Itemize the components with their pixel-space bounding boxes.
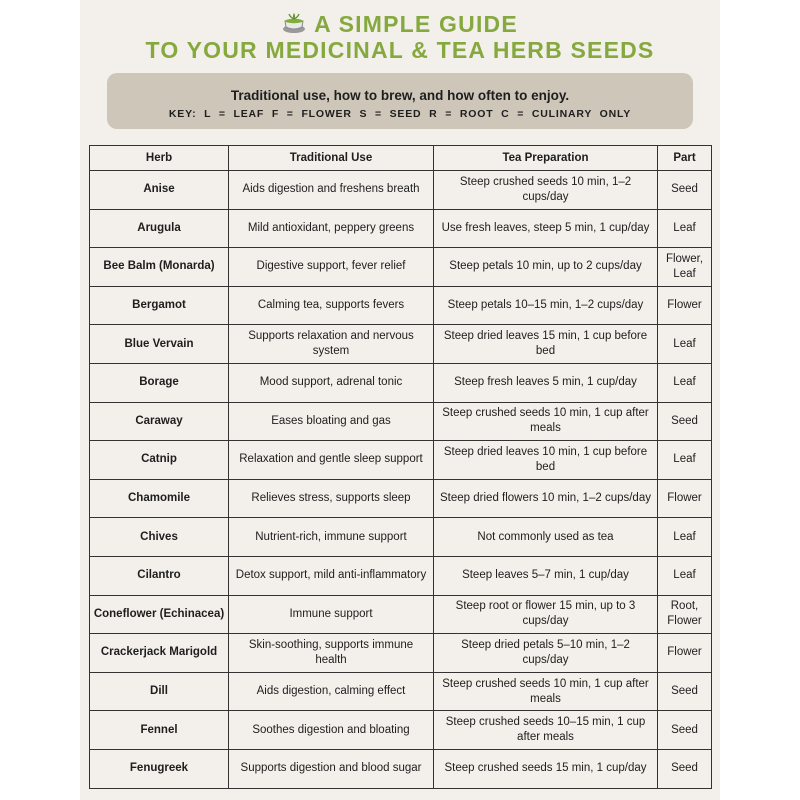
part-cell: Seed xyxy=(658,711,712,750)
tea-preparation-cell: Steep dried flowers 10 min, 1–2 cups/day xyxy=(434,479,658,518)
table-row xyxy=(90,402,712,441)
table-row xyxy=(90,595,712,634)
herb-cell: Cilantro xyxy=(90,556,229,595)
page-title xyxy=(80,11,720,37)
herb-cell: Anise xyxy=(90,171,229,210)
tea-preparation-cell: Steep dried leaves 15 min, 1 cup before bed xyxy=(434,325,658,364)
table-row xyxy=(90,286,712,325)
traditional-use-cell: Supports relaxation and nervous system xyxy=(229,325,434,364)
guide-page xyxy=(80,0,720,800)
part-cell: Flower xyxy=(658,634,712,673)
table-header-row xyxy=(90,146,712,171)
tea-preparation-cell: Steep crushed seeds 15 min, 1 cup/day xyxy=(434,749,658,788)
part-cell: Leaf xyxy=(658,556,712,595)
herb-cell: Coneflower (Echinacea) xyxy=(90,595,229,634)
tea-preparation-cell: Steep petals 10–15 min, 1–2 cups/day xyxy=(434,286,658,325)
traditional-use-cell: Aids digestion and freshens breath xyxy=(229,171,434,210)
part-cell: Seed xyxy=(658,672,712,711)
traditional-use-cell: Nutrient-rich, immune support xyxy=(229,518,434,557)
tea-preparation-cell: Steep root or flower 15 min, up to 3 cups/day xyxy=(434,595,658,634)
table-row xyxy=(90,441,712,480)
traditional-use-cell: Relieves stress, supports sleep xyxy=(229,479,434,518)
herb-cell: Caraway xyxy=(90,402,229,441)
table-row xyxy=(90,325,712,364)
herb-cell: Fenugreek xyxy=(90,749,229,788)
herb-cell: Bergamot xyxy=(90,286,229,325)
table-row xyxy=(90,556,712,595)
tea-preparation-cell: Not commonly used as tea xyxy=(434,518,658,557)
table-row xyxy=(90,363,712,402)
column-header-tea-preparation: Tea Preparation xyxy=(434,146,658,171)
table-row xyxy=(90,248,712,287)
traditional-use-cell: Aids digestion, calming effect xyxy=(229,672,434,711)
table-row xyxy=(90,518,712,557)
traditional-use-cell: Skin-soothing, supports immune health xyxy=(229,634,434,673)
column-header-traditional-use: Traditional Use xyxy=(229,146,434,171)
traditional-use-cell: Supports digestion and blood sugar xyxy=(229,749,434,788)
traditional-use-cell: Soothes digestion and bloating xyxy=(229,711,434,750)
column-header-part: Part xyxy=(658,146,712,171)
traditional-use-cell: Mild antioxidant, peppery greens xyxy=(229,209,434,248)
tea-preparation-cell: Steep petals 10 min, up to 2 cups/day xyxy=(434,248,658,287)
herb-cell: Blue Vervain xyxy=(90,325,229,364)
table-row xyxy=(90,209,712,248)
table-row xyxy=(90,711,712,750)
tea-preparation-cell: Steep dried petals 5–10 min, 1–2 cups/day xyxy=(434,634,658,673)
traditional-use-cell: Detox support, mild anti-inflammatory xyxy=(229,556,434,595)
tea-preparation-cell: Steep crushed seeds 10 min, 1 cup after meals xyxy=(434,402,658,441)
tea-preparation-cell: Steep crushed seeds 10 min, 1–2 cups/day xyxy=(434,171,658,210)
tea-preparation-cell: Steep crushed seeds 10 min, 1 cup after meals xyxy=(434,672,658,711)
title-line-2: TO YOUR MEDICINAL & TEA HERB SEEDS xyxy=(145,37,655,63)
tea-cup-icon xyxy=(282,12,306,34)
part-cell: Leaf xyxy=(658,518,712,557)
part-cell: Seed xyxy=(658,171,712,210)
table-row xyxy=(90,171,712,210)
subtitle-text: Traditional use, how to brew, and how often to enjoy. xyxy=(230,88,570,103)
traditional-use-cell: Immune support xyxy=(229,595,434,634)
column-header-herb: Herb xyxy=(90,146,229,171)
tea-preparation-cell: Steep dried leaves 10 min, 1 cup before bed xyxy=(434,441,658,480)
part-cell: Leaf xyxy=(658,209,712,248)
herb-cell: Arugula xyxy=(90,209,229,248)
traditional-use-cell: Mood support, adrenal tonic xyxy=(229,363,434,402)
herb-cell: Catnip xyxy=(90,441,229,480)
tea-preparation-cell: Steep leaves 5–7 min, 1 cup/day xyxy=(434,556,658,595)
part-cell: Flower, Leaf xyxy=(658,248,712,287)
key-legend: KEY: L = LEAF F = FLOWER S = SEED R = ROOT C = CULINARY ONLY xyxy=(168,108,632,120)
herb-cell: Crackerjack Marigold xyxy=(90,634,229,673)
table-row xyxy=(90,672,712,711)
subtitle-box xyxy=(107,73,693,129)
title-line-1: A SIMPLE GUIDE xyxy=(314,11,518,37)
part-cell: Leaf xyxy=(658,363,712,402)
part-cell: Leaf xyxy=(658,325,712,364)
herb-cell: Bee Balm (Monarda) xyxy=(90,248,229,287)
traditional-use-cell: Digestive support, fever relief xyxy=(229,248,434,287)
traditional-use-cell: Eases bloating and gas xyxy=(229,402,434,441)
table-row xyxy=(90,749,712,788)
table-row xyxy=(90,479,712,518)
table-row xyxy=(90,634,712,673)
tea-preparation-cell: Steep crushed seeds 10–15 min, 1 cup after meals xyxy=(434,711,658,750)
traditional-use-cell: Calming tea, supports fevers xyxy=(229,286,434,325)
herb-cell: Dill xyxy=(90,672,229,711)
herb-cell: Borage xyxy=(90,363,229,402)
traditional-use-cell: Relaxation and gentle sleep support xyxy=(229,441,434,480)
part-cell: Flower xyxy=(658,479,712,518)
part-cell: Leaf xyxy=(658,441,712,480)
part-cell: Seed xyxy=(658,402,712,441)
part-cell: Root, Flower xyxy=(658,595,712,634)
part-cell: Flower xyxy=(658,286,712,325)
herb-table xyxy=(89,145,712,789)
herb-cell: Fennel xyxy=(90,711,229,750)
herb-cell: Chamomile xyxy=(90,479,229,518)
part-cell: Seed xyxy=(658,749,712,788)
tea-preparation-cell: Steep fresh leaves 5 min, 1 cup/day xyxy=(434,363,658,402)
tea-preparation-cell: Use fresh leaves, steep 5 min, 1 cup/day xyxy=(434,209,658,248)
herb-cell: Chives xyxy=(90,518,229,557)
